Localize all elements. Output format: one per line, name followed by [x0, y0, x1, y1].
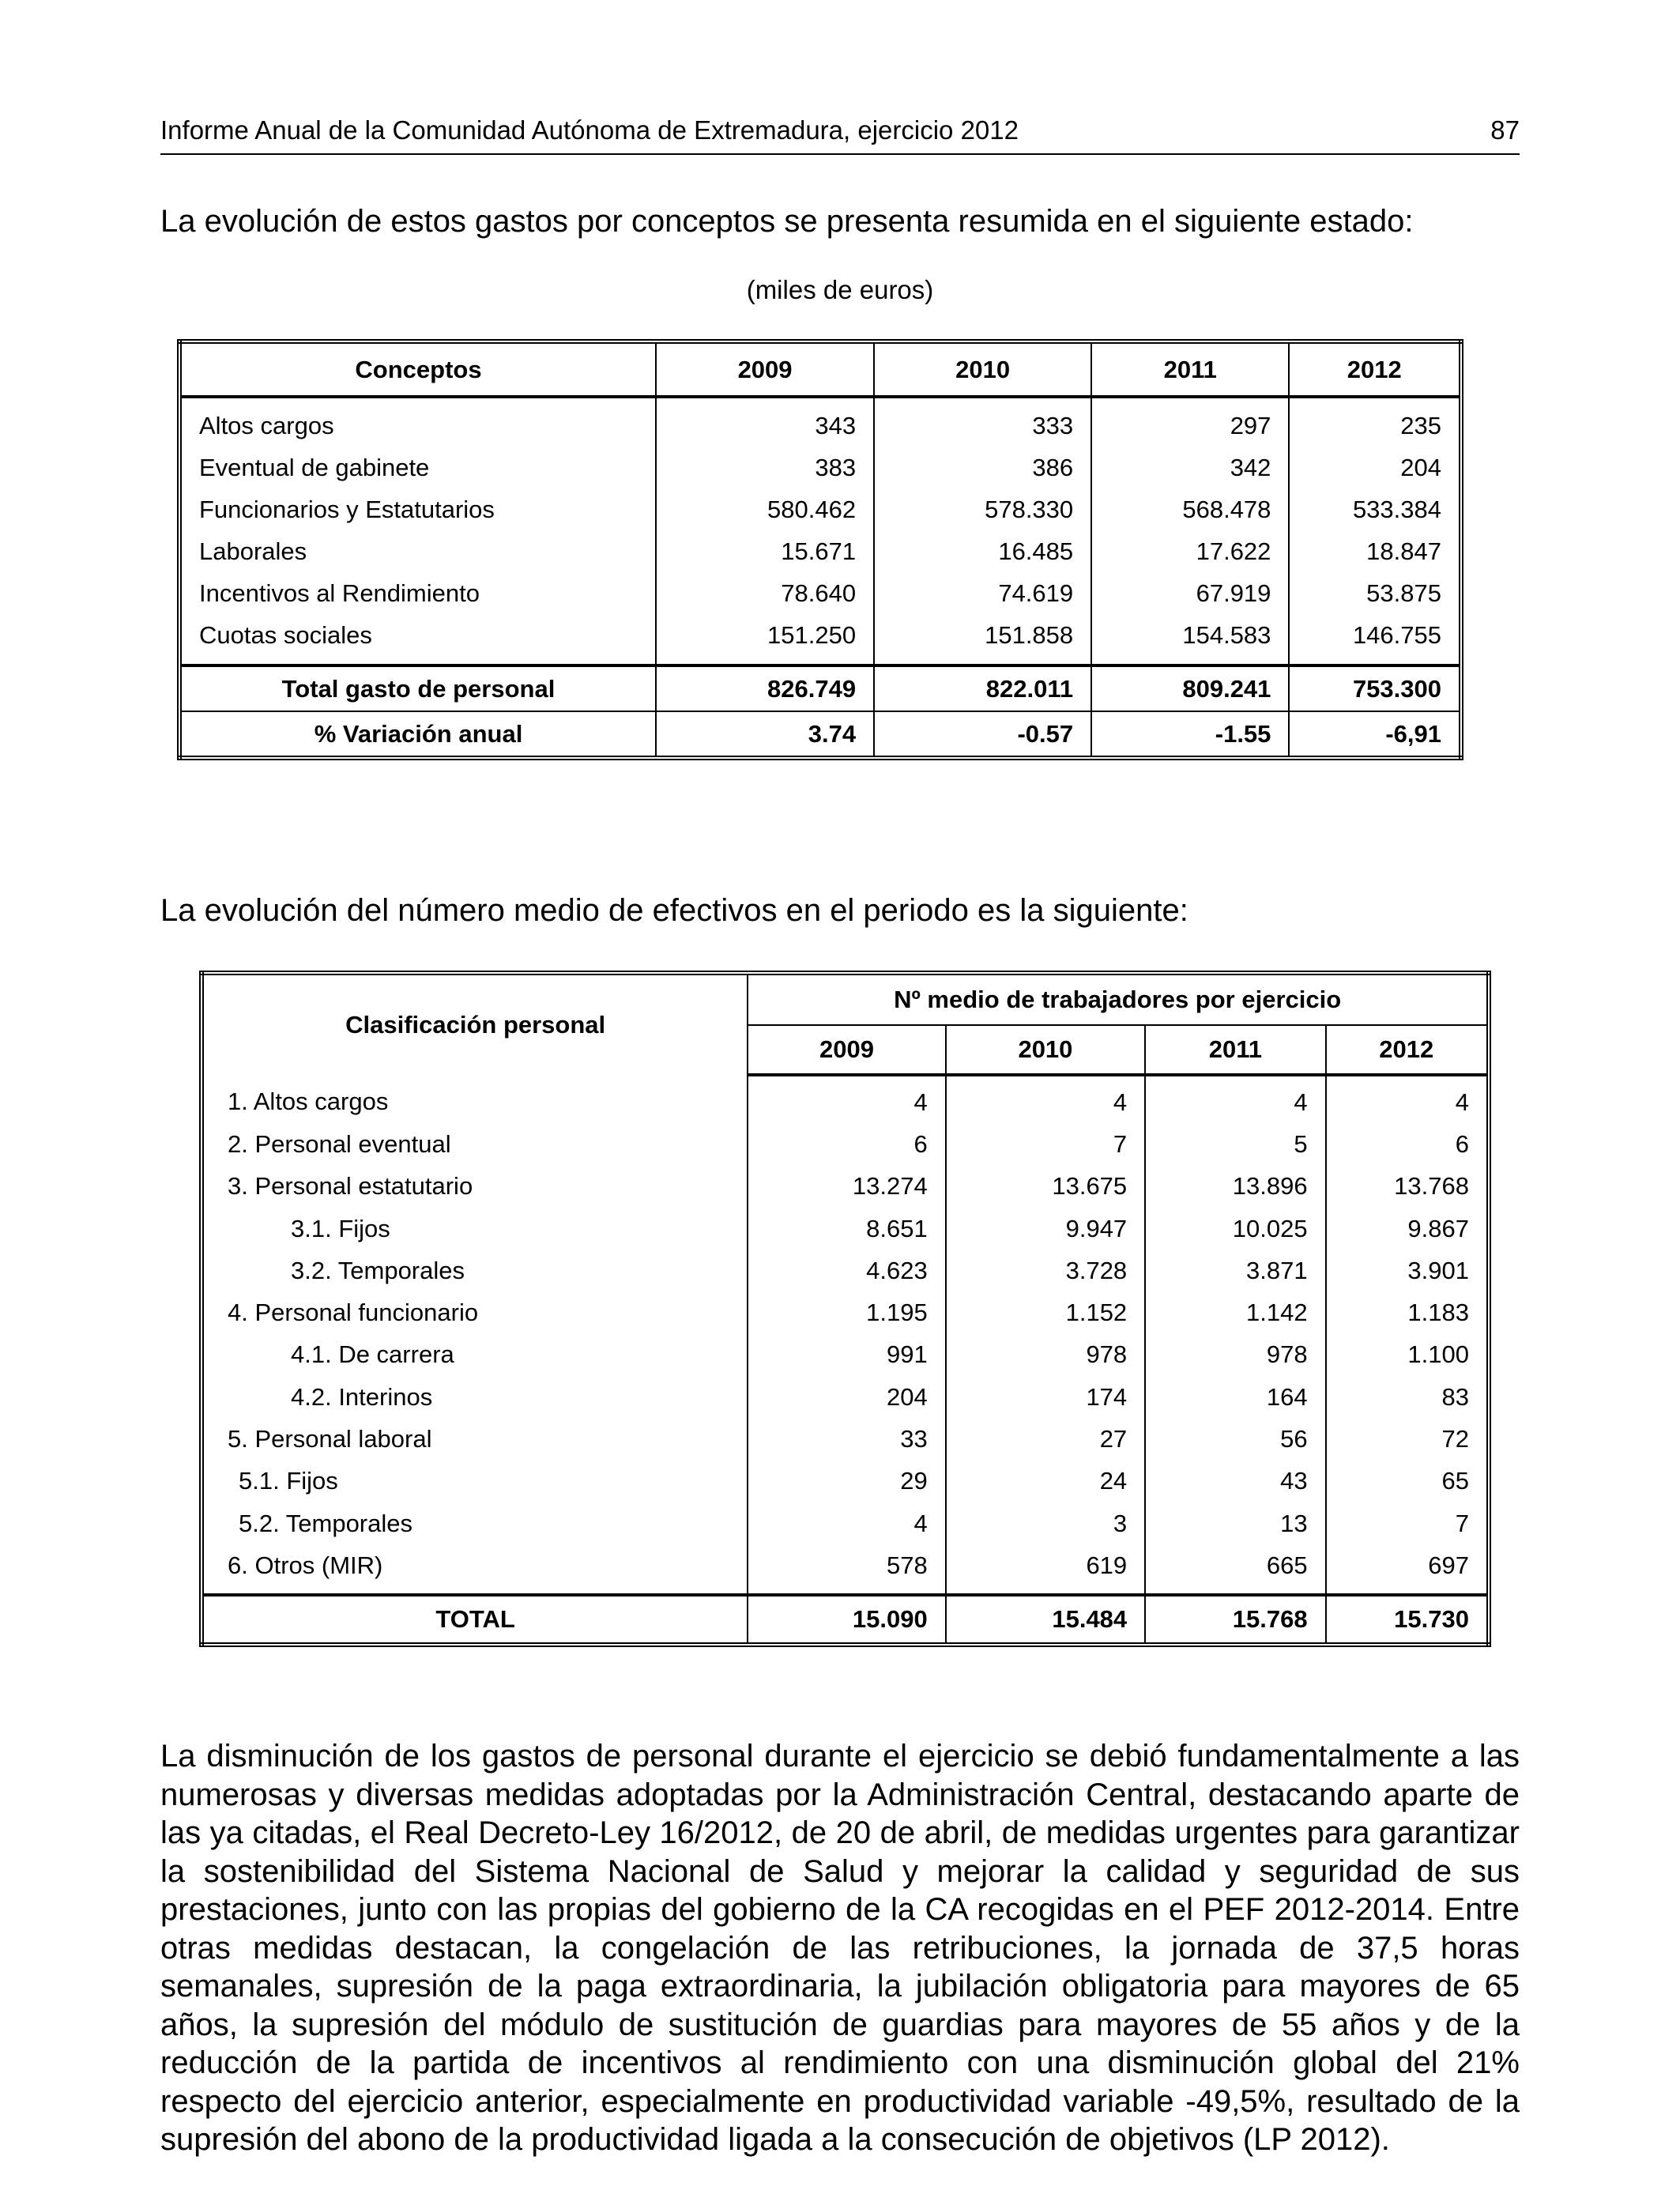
- row-label: 1. Altos cargos: [202, 1075, 748, 1123]
- table-row: [202, 1291, 1489, 1333]
- cell-value: 29: [748, 1461, 945, 1502]
- header-title: Informe Anual de la Comunidad Autónoma de Extremadura, ejercicio 2012: [160, 115, 1019, 145]
- row-label: Incentivos al Rendimiento: [179, 572, 656, 614]
- row-label: Altos cargos: [179, 397, 656, 447]
- cell-value: 4: [748, 1502, 945, 1544]
- cell-value: 297: [1091, 397, 1289, 447]
- year-header: 2012: [1326, 1025, 1489, 1075]
- cell-value: 151.250: [656, 614, 874, 665]
- cell-value: 33: [748, 1418, 945, 1460]
- cell-value: 1.100: [1326, 1334, 1489, 1376]
- classification-header: Clasificación personal: [202, 973, 748, 1075]
- cell-value: 24: [946, 1461, 1145, 1502]
- cell-value: 174: [946, 1376, 1145, 1418]
- year-header: 2011: [1145, 1025, 1325, 1075]
- variation-value: -1.55: [1091, 711, 1289, 758]
- table-row: [202, 1166, 1489, 1208]
- row-label: 3.1. Fijos: [202, 1208, 748, 1250]
- row-label: 4.1. De carrera: [202, 1334, 748, 1376]
- cell-value: 72: [1326, 1418, 1489, 1460]
- table-row: [202, 1123, 1489, 1165]
- cell-value: 1.142: [1145, 1291, 1325, 1333]
- cell-value: 67.919: [1091, 572, 1289, 614]
- row-label: 5.2. Temporales: [202, 1502, 748, 1544]
- cell-value: 7: [946, 1123, 1145, 1165]
- cell-value: 3.871: [1145, 1250, 1325, 1291]
- cell-value: 4.623: [748, 1250, 945, 1291]
- cell-value: 151.858: [874, 614, 1091, 665]
- total-value: 15.090: [748, 1595, 945, 1645]
- cell-value: 17.622: [1091, 530, 1289, 572]
- cell-value: 5: [1145, 1123, 1325, 1165]
- row-label: 5.1. Fijos: [202, 1461, 748, 1502]
- cell-value: 9.867: [1326, 1208, 1489, 1250]
- total-label: TOTAL: [202, 1595, 748, 1645]
- table-row: [179, 572, 1461, 614]
- row-label: Funcionarios y Estatutarios: [179, 488, 656, 530]
- cell-value: 204: [1289, 447, 1461, 488]
- page-number: 87: [1490, 115, 1520, 145]
- cell-value: 154.583: [1091, 614, 1289, 665]
- year-header: 2009: [748, 1025, 945, 1075]
- cell-value: 568.478: [1091, 488, 1289, 530]
- row-label: 3. Personal estatutario: [202, 1166, 748, 1208]
- cell-value: 16.485: [874, 530, 1091, 572]
- row-label: 6. Otros (MIR): [202, 1544, 748, 1594]
- cell-value: 9.947: [946, 1208, 1145, 1250]
- row-label: 4. Personal funcionario: [202, 1291, 748, 1333]
- total-label: Total gasto de personal: [179, 665, 656, 711]
- table-row: [179, 397, 1461, 447]
- row-label: Eventual de gabinete: [179, 447, 656, 488]
- variation-value: -0.57: [874, 711, 1091, 758]
- cell-value: 13.896: [1145, 1166, 1325, 1208]
- table-row: [179, 530, 1461, 572]
- table-row: [179, 488, 1461, 530]
- cell-value: 978: [946, 1334, 1145, 1376]
- table-row: [179, 447, 1461, 488]
- cell-value: 3: [946, 1502, 1145, 1544]
- cell-value: 3.901: [1326, 1250, 1489, 1291]
- row-label: 4.2. Interinos: [202, 1376, 748, 1418]
- cell-value: 578.330: [874, 488, 1091, 530]
- cell-value: 235: [1289, 397, 1461, 447]
- cell-value: 83: [1326, 1376, 1489, 1418]
- cell-value: 65: [1326, 1461, 1489, 1502]
- cell-value: 146.755: [1289, 614, 1461, 665]
- body-paragraph: La disminución de los gastos de personal durante el ejercicio se debió fundamentalmente a las numerosas y diversas medidas adoptadas por la Administración Central, destacando aparte de las ya citadas, el Real Decreto-Ley 16/2012, de 20 de abril, de medidas urgentes para garantizar la sostenibilidad del Sistema Nacional de Salud y mejorar la calidad y seguridad de sus prestaciones, junto con las propias del gobierno de la CA recogidas en el PEF 2012-2014. Entre otras medidas destacan, la congelación de las retribuciones, la jornada de 37,5 horas semanales, supresión de la paga extraordinaria, la jubilación obligatoria para mayores de 65 años, la supresión del módulo de sustitución de guardias para mayores de 55 años y de la reducción de la partida de incentivos al rendimiento con una disminución global del 21% respecto del ejercicio anterior, especialmente en productividad variable -49,5%, resultado de la supresión del abono de la productividad ligada a la consecución de objetivos (LP 2012).: [160, 1739, 1520, 2157]
- table-row: [202, 1075, 1489, 1123]
- table-row: [202, 1418, 1489, 1460]
- intro-expenses: La evolución de estos gastos por conceptos se presenta resumida en el siguiente estado:: [160, 204, 1414, 239]
- cell-value: 13: [1145, 1502, 1325, 1544]
- expenses-header-row: [179, 341, 1461, 397]
- column-header: 2011: [1091, 341, 1289, 397]
- cell-value: 1.195: [748, 1291, 945, 1333]
- units-note: (miles de euros): [746, 275, 934, 304]
- cell-value: 18.847: [1289, 530, 1461, 572]
- cell-value: 580.462: [656, 488, 874, 530]
- total-row: [179, 665, 1461, 711]
- cell-value: 343: [656, 397, 874, 447]
- cell-value: 27: [946, 1418, 1145, 1460]
- row-label: 2. Personal eventual: [202, 1123, 748, 1165]
- cell-value: 383: [656, 447, 874, 488]
- table-row: [202, 1208, 1489, 1250]
- variation-label: % Variación anual: [179, 711, 656, 758]
- variation-value: -6,91: [1289, 711, 1461, 758]
- row-label: Laborales: [179, 530, 656, 572]
- cell-value: 13.768: [1326, 1166, 1489, 1208]
- cell-value: 6: [748, 1123, 945, 1165]
- row-label: 3.2. Temporales: [202, 1250, 748, 1291]
- cell-value: 10.025: [1145, 1208, 1325, 1250]
- total-value: 809.241: [1091, 665, 1289, 711]
- cell-value: 7: [1326, 1502, 1489, 1544]
- cell-value: 6: [1326, 1123, 1489, 1165]
- cell-value: 533.384: [1289, 488, 1461, 530]
- intro-staff: La evolución del número medio de efectivos en el periodo es la siguiente:: [160, 893, 1188, 928]
- cell-value: 697: [1326, 1544, 1489, 1594]
- cell-value: 619: [946, 1544, 1145, 1594]
- total-value: 15.730: [1326, 1595, 1489, 1645]
- cell-value: 4: [748, 1075, 945, 1123]
- column-header: 2010: [874, 341, 1091, 397]
- group-header: Nº medio de trabajadores por ejercicio: [748, 973, 1489, 1025]
- cell-value: 4: [946, 1075, 1145, 1123]
- page-header: [160, 115, 1520, 155]
- cell-value: 333: [874, 397, 1091, 447]
- row-label: 5. Personal laboral: [202, 1418, 748, 1460]
- cell-value: 4: [1145, 1075, 1325, 1123]
- cell-value: 13.675: [946, 1166, 1145, 1208]
- table-row: [202, 1250, 1489, 1291]
- cell-value: 991: [748, 1334, 945, 1376]
- cell-value: 978: [1145, 1334, 1325, 1376]
- cell-value: 386: [874, 447, 1091, 488]
- cell-value: 204: [748, 1376, 945, 1418]
- cell-value: 1.183: [1326, 1291, 1489, 1333]
- table-row: [202, 1544, 1489, 1594]
- table-row: [202, 1502, 1489, 1544]
- total-value: 826.749: [656, 665, 874, 711]
- cell-value: 13.274: [748, 1166, 945, 1208]
- staff-table: [199, 971, 1491, 1647]
- table-row: [202, 1334, 1489, 1376]
- cell-value: 342: [1091, 447, 1289, 488]
- staff-header-row: [202, 973, 1489, 1025]
- cell-value: 3.728: [946, 1250, 1145, 1291]
- row-label: Cuotas sociales: [179, 614, 656, 665]
- cell-value: 665: [1145, 1544, 1325, 1594]
- year-header: 2010: [946, 1025, 1145, 1075]
- cell-value: 43: [1145, 1461, 1325, 1502]
- total-value: 15.484: [946, 1595, 1145, 1645]
- cell-value: 53.875: [1289, 572, 1461, 614]
- cell-value: 578: [748, 1544, 945, 1594]
- total-value: 15.768: [1145, 1595, 1325, 1645]
- column-header: 2009: [656, 341, 874, 397]
- cell-value: 74.619: [874, 572, 1091, 614]
- expenses-table: [177, 339, 1463, 760]
- column-header: Conceptos: [179, 341, 656, 397]
- cell-value: 8.651: [748, 1208, 945, 1250]
- cell-value: 164: [1145, 1376, 1325, 1418]
- cell-value: 78.640: [656, 572, 874, 614]
- table-row: [179, 614, 1461, 665]
- column-header: 2012: [1289, 341, 1461, 397]
- cell-value: 4: [1326, 1075, 1489, 1123]
- cell-value: 1.152: [946, 1291, 1145, 1333]
- table-row: [202, 1376, 1489, 1418]
- variation-row: [179, 711, 1461, 758]
- table-row: [202, 1461, 1489, 1502]
- total-value: 753.300: [1289, 665, 1461, 711]
- cell-value: 56: [1145, 1418, 1325, 1460]
- total-row: [202, 1595, 1489, 1645]
- cell-value: 15.671: [656, 530, 874, 572]
- variation-value: 3.74: [656, 711, 874, 758]
- total-value: 822.011: [874, 665, 1091, 711]
